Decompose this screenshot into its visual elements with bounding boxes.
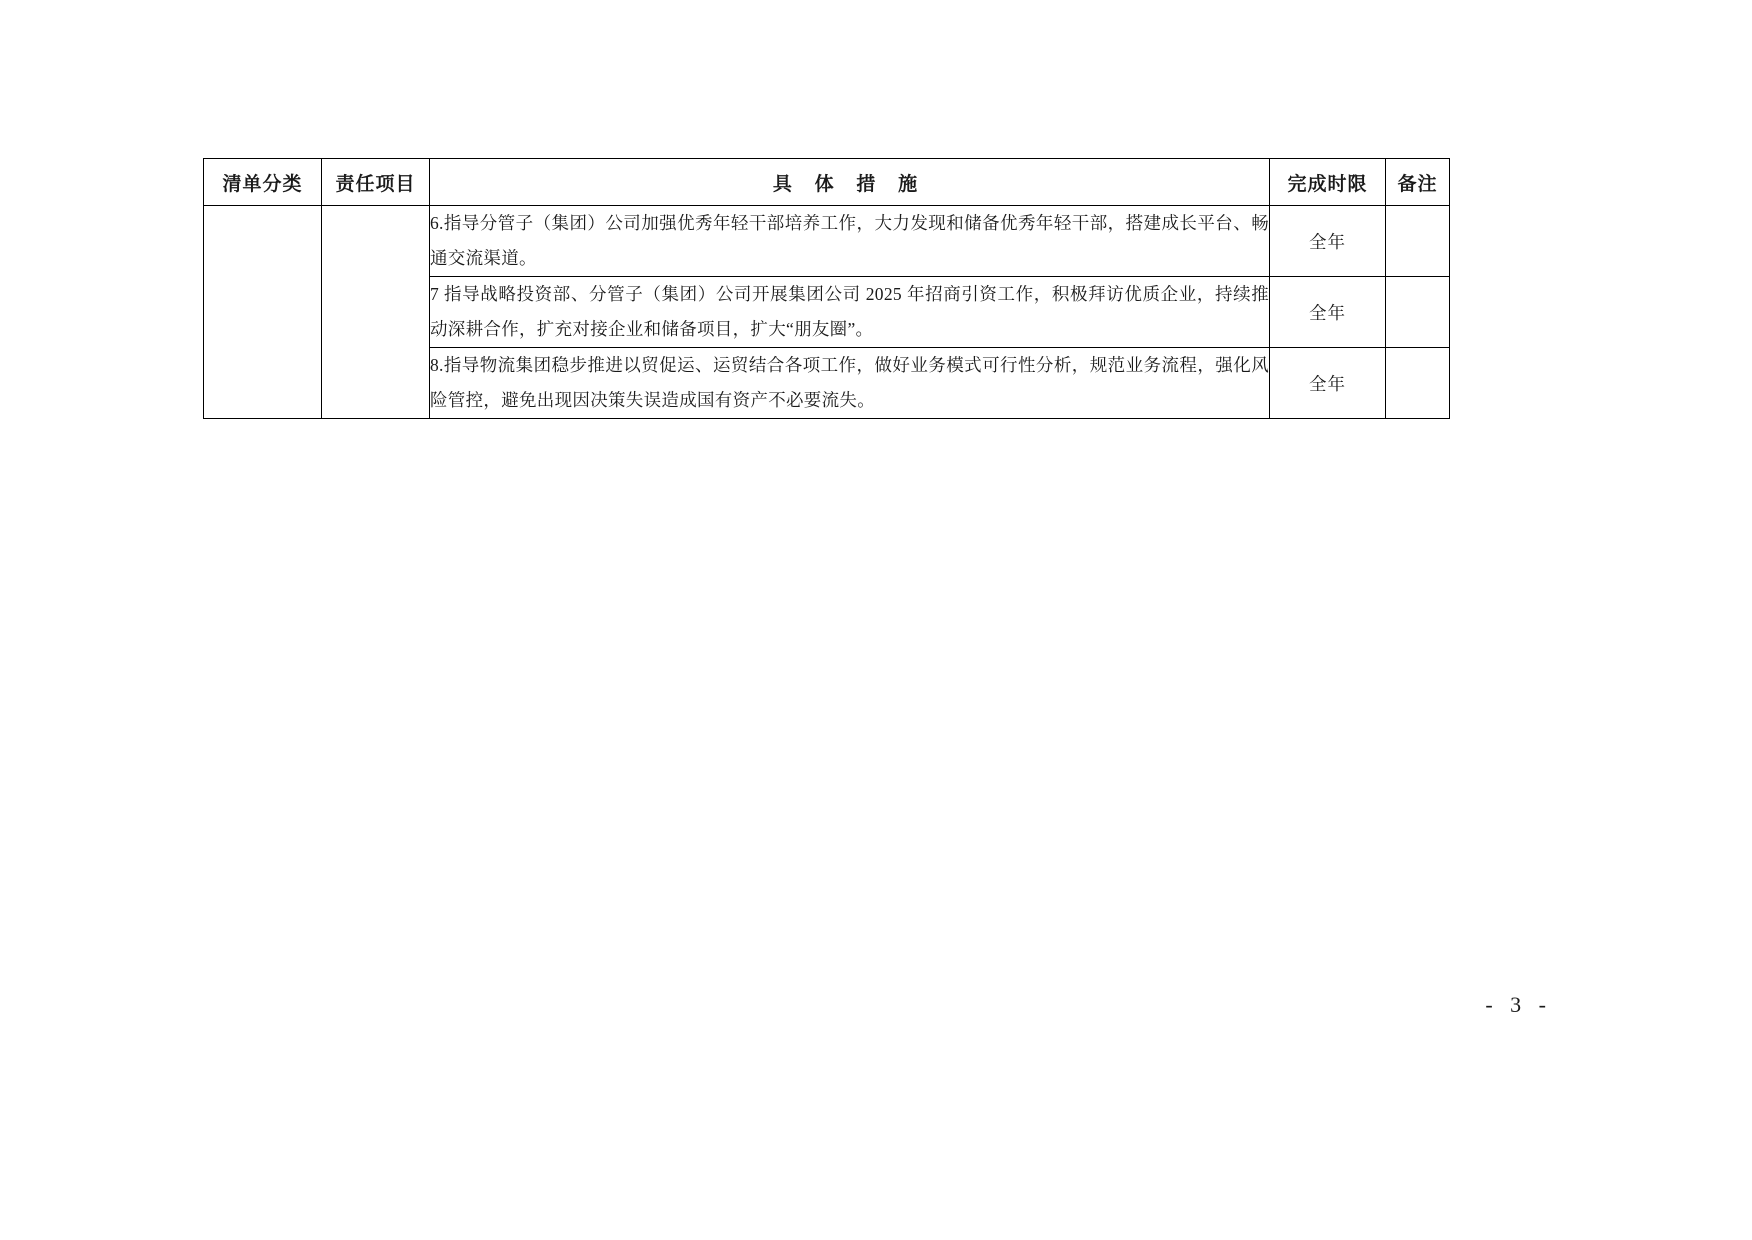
column-header-category: 清单分类	[204, 159, 322, 206]
responsibility-list-table	[203, 158, 1450, 419]
cell-measure: 6.指导分管子（集团）公司加强优秀年轻干部培养工作，大力发现和储备优秀年轻干部，搭建成长平台、畅通交流渠道。	[430, 206, 1270, 277]
table-row	[204, 206, 1450, 277]
cell-note	[1386, 348, 1450, 419]
cell-deadline: 全年	[1270, 277, 1386, 348]
cell-deadline: 全年	[1270, 206, 1386, 277]
cell-note	[1386, 206, 1450, 277]
cell-category	[204, 206, 322, 419]
cell-project	[322, 206, 430, 419]
cell-measure: 7 指导战略投资部、分管子（集团）公司开展集团公司 2025 年招商引资工作，积极拜访优质企业，持续推动深耕合作，扩充对接企业和储备项目，扩大“朋友圈”。	[430, 277, 1270, 348]
column-header-measures: 具 体 措 施	[430, 159, 1270, 206]
column-header-deadline: 完成时限	[1270, 159, 1386, 206]
column-header-project: 责任项目	[322, 159, 430, 206]
page-number: - 3 -	[1485, 992, 1552, 1017]
cell-measure: 8.指导物流集团稳步推进以贸促运、运贸结合各项工作，做好业务模式可行性分析，规范业务流程，强化风险管控，避免出现因决策失误造成国有资产不必要流失。	[430, 348, 1270, 419]
column-header-note: 备注	[1386, 159, 1450, 206]
cell-note	[1386, 277, 1450, 348]
cell-deadline: 全年	[1270, 348, 1386, 419]
table-header-row	[204, 159, 1450, 206]
